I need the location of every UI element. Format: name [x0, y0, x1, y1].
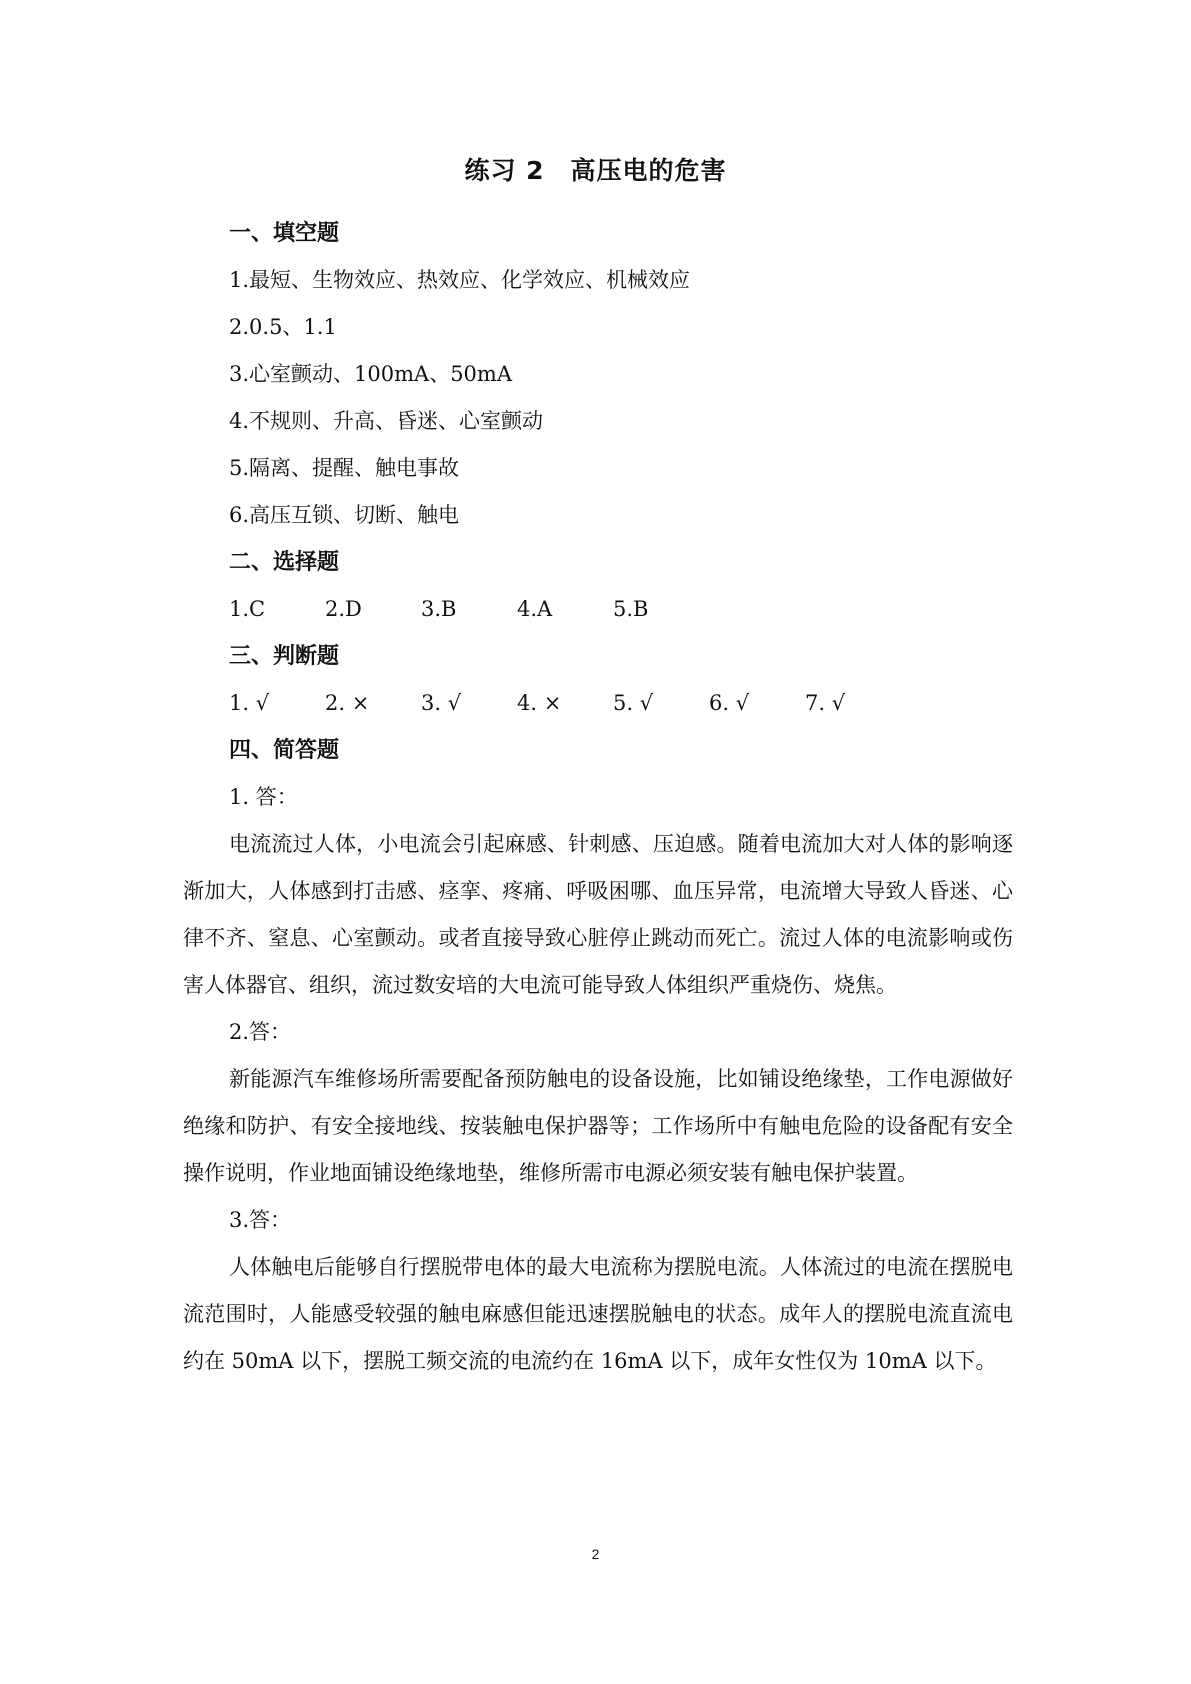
section-heading-short-answer: 四、简答题: [229, 738, 340, 763]
short-answer-paragraph: 新能源汽车维修场所需要配备预防触电的设备设施，比如铺设绝缘垫，工作电源做好绝缘和防护、有安全接地线、按装触电保护器等；工作场所中有触电危险的设备配有安全操作说明，作业地面铺设绝缘地垫，维修所需市电源必须安装有触电保护装置。: [183, 1067, 1013, 1185]
fill-blank-answer: 4.不规则、升高、昏迷、心室颤动: [229, 409, 544, 433]
fill-blank-answer: 5.隔离、提醒、触电事故: [229, 456, 460, 480]
true-false-answers: [229, 680, 1013, 727]
short-answer-paragraph: 电流流过人体，小电流会引起麻感、针刺感、压迫感。随着电流加大对人体的影响逐渐加大，人体感到打击感、痉挛、疼痛、呼吸困哪、血压异常，电流增大导致人昏迷、心律不齐、窒息、心室颤动。或者直接导致心脏停止跳动而死亡。流过人体的电流影响或伤害人体器官、组织，流过数安培的大电流可能导致人体组织严重烧伤、烧焦。: [183, 832, 1013, 997]
section-heading-fill-in-blank: 一、填空题: [229, 221, 340, 246]
short-answer-label: 1. 答：: [229, 785, 298, 809]
choice-answer: 4.A: [517, 597, 553, 621]
judgment-answer: 1. √: [229, 691, 270, 715]
fill-blank-answer: 6.高压互锁、切断、触电: [229, 503, 460, 527]
judgment-answer: 2. ×: [325, 691, 370, 715]
page-title: 练习 2 高压电的危害: [464, 156, 727, 185]
choice-answer: 3.B: [421, 597, 457, 621]
fill-blank-answer: 1.最短、生物效应、热效应、化学效应、机械效应: [229, 268, 691, 292]
short-answer-label: 3.答：: [229, 1208, 292, 1232]
section-heading-true-false: 三、判断题: [229, 644, 340, 669]
fill-blank-answer: 3.心室颤动、100mA、50mA: [229, 362, 512, 386]
page-number: 2: [591, 1546, 600, 1562]
judgment-answer: 3. √: [421, 691, 462, 715]
judgment-answer: 7. √: [805, 691, 846, 715]
multiple-choice-answers: [229, 586, 1013, 633]
choice-answer: 2.D: [325, 597, 362, 621]
short-answer-label: 2.答：: [229, 1020, 292, 1044]
choice-answer: 1.C: [229, 597, 266, 621]
section-heading-multiple-choice: 二、选择题: [229, 550, 340, 575]
short-answer-paragraph: 人体触电后能够自行摆脱带电体的最大电流称为摆脱电流。人体流过的电流在摆脱电流范围时，人能感受较强的触电麻感但能迅速摆脱触电的状态。成年人的摆脱电流直流电约在 50mA 以下，摆脱工频交流的电流约在 16mA 以下，成年女性仅为 10mA 以下。: [183, 1255, 1013, 1373]
page-content: [183, 210, 1013, 1385]
judgment-answer: 5. √: [613, 691, 654, 715]
choice-answer: 5.B: [613, 597, 649, 621]
judgment-answer: 6. √: [709, 691, 750, 715]
fill-blank-answer: 2.0.5、1.1: [229, 315, 337, 339]
judgment-answer: 4. ×: [517, 691, 562, 715]
